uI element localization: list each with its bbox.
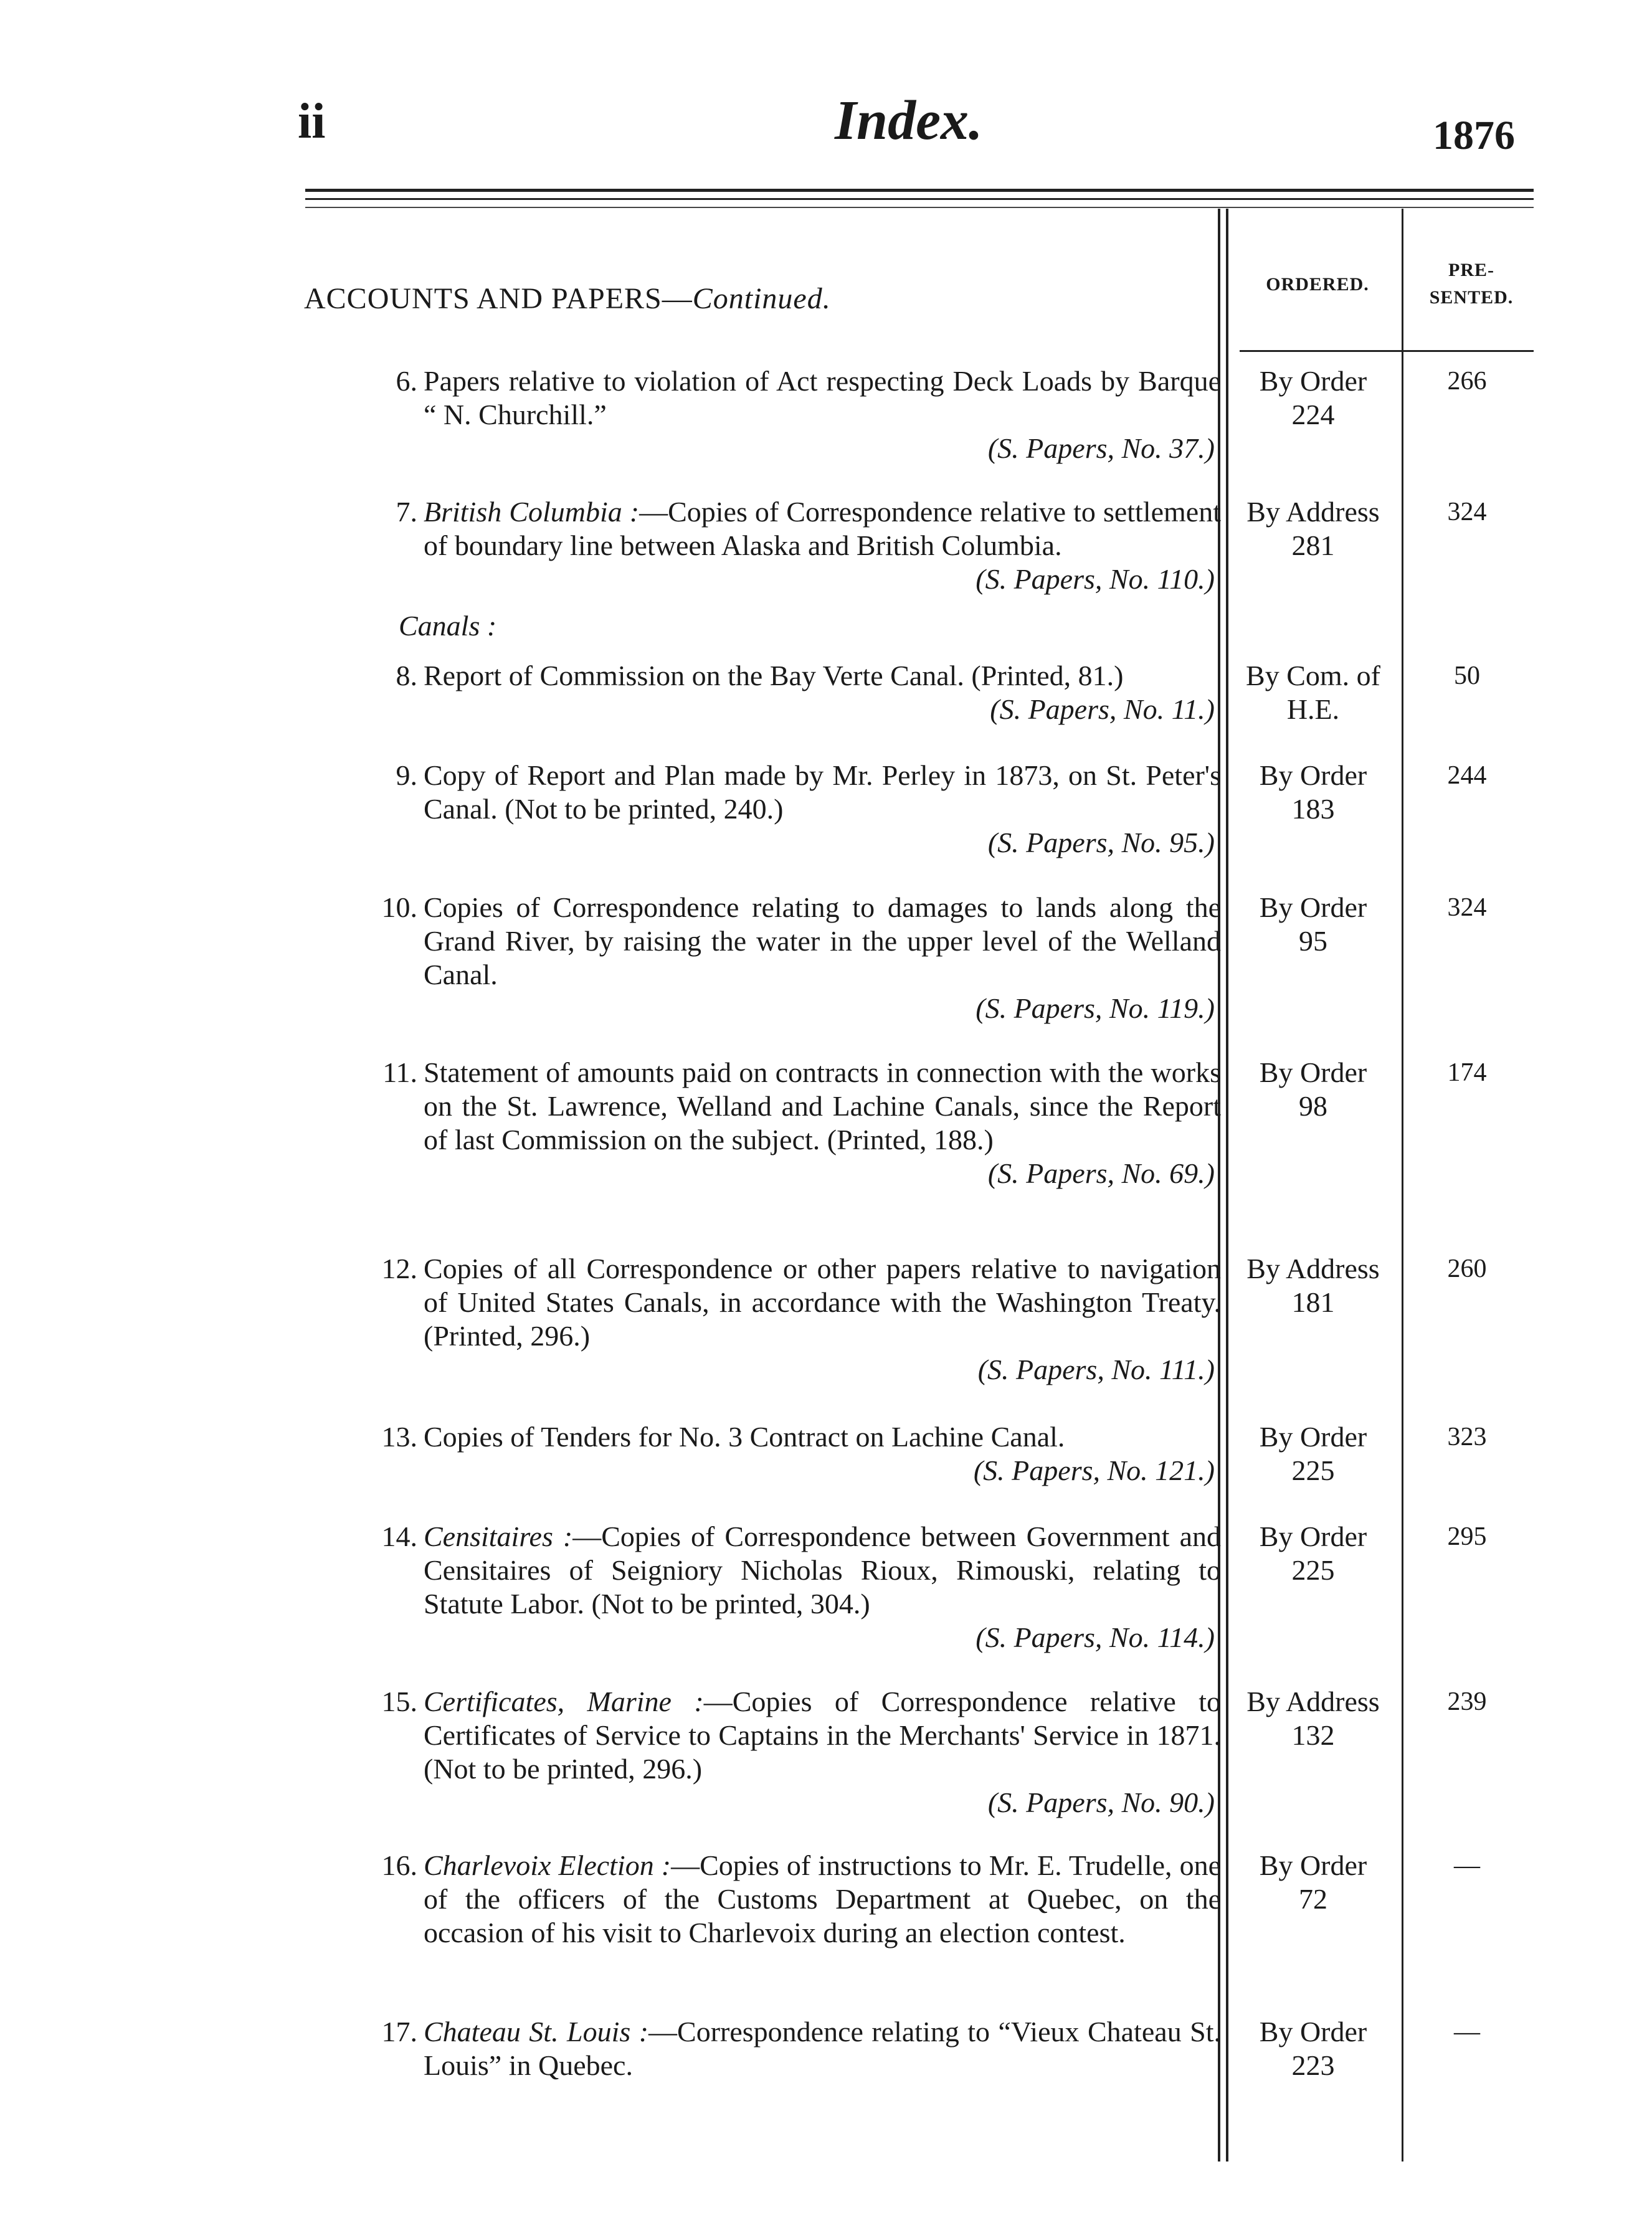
entry-description: Report of Commission on the Bay Verte Canal. (Printed, 81.) [424,660,1124,691]
entry-number: 13. [381,1421,417,1453]
entry-ordered [1232,891,1394,958]
header-rule-thin [305,207,1534,208]
entry-sessional-paper-ref: (S. Papers, No. 110.) [976,563,1215,595]
entry-ordered-by: By Order [1259,1056,1367,1088]
column-head-presented-line1: PRE- [1448,260,1494,280]
entry-ordered-number: 225 [1291,1554,1335,1586]
entry-presented: 174 [1447,1058,1487,1087]
list-item [349,495,1221,596]
column-head-presented-line2: SENTED. [1429,287,1514,308]
entry-ordered-number: 224 [1291,399,1335,430]
entry-ordered-number: H.E. [1286,693,1340,725]
entry-ordered [1232,1056,1394,1123]
entry-ordered-by: By Order [1259,365,1367,397]
entry-ordered [1232,2015,1394,2082]
entry-number: 10. [381,891,417,923]
entry-ordered-number: 225 [1291,1454,1335,1486]
entry-presented: 50 [1454,662,1480,690]
entry-number: 16. [381,1849,417,1881]
entry-ordered-by: By Order [1259,2016,1367,2048]
entry-text [424,495,1221,562]
entry-lead: British Columbia : [424,496,640,528]
entry-ordered-number: 72 [1299,1883,1327,1915]
entry-ordered-by: By Order [1259,891,1367,923]
list-item [349,759,1221,860]
entry-sessional-paper-ref: (S. Papers, No. 121.) [973,1454,1215,1486]
entry-ordered [1232,1520,1394,1587]
entry-ordered-number: 95 [1299,925,1327,957]
list-item [349,1420,1221,1488]
header-rule-double [305,198,1534,200]
section-title-continued: Continued. [692,282,831,315]
entry-ordered [1232,1685,1394,1752]
entry-ordered-by: By Address [1246,496,1380,528]
entry-description: —Copies of Correspondence between Government and Censitaires of Seigniory Nicholas Rioux, Rimouski, relating to Statute Labor. (Not to be printed, 304.) [424,1521,1222,1620]
entry-ordered [1232,1252,1394,1319]
entry-text [424,1252,1221,1353]
entry-number: 8. [396,660,417,691]
entry-lead: Censitaires : [424,1521,573,1552]
entry-text [424,1420,1221,1454]
entry-number: 6. [396,365,417,397]
entry-sessional-paper-ref: (S. Papers, No. 11.) [990,693,1215,725]
entry-description: Copies of Correspondence relating to damages to lands along the Grand River, by raising the water in the upper level of the Welland Canal. [424,891,1221,990]
entry-presented: 324 [1447,498,1487,526]
entry-text [424,1849,1221,1950]
entry-ordered-by: By Order [1259,759,1367,791]
entry-presented: 266 [1447,367,1487,396]
entry-ordered-by: By Address [1246,1253,1380,1284]
page-number: ii [298,94,326,149]
entry-ordered-number: 132 [1291,1719,1335,1751]
column-head-presented [1409,257,1534,311]
entry-ordered-by: By Order [1259,1521,1367,1552]
entry-presented: 323 [1447,1423,1487,1451]
column-divider-main-double [1226,209,1228,2161]
entry-description: —Copies of instructions to Mr. E. Trudelle, one of the officers of the Customs Department at Quebec, on the occasion of his visit to Charlevoix during an election contest. [424,1849,1221,1948]
entry-ordered [1232,495,1394,562]
entry-description: Copy of Report and Plan made by Mr. Perley in 1873, on St. Peter's Canal. (Not to be printed, 240.) [424,759,1221,825]
entry-presented: — [1454,2018,1480,2046]
list-item [349,1056,1221,1190]
entry-description: Papers relative to violation of Act respecting Deck Loads by Barque “ N. Churchill.” [424,365,1221,430]
entry-ordered-by: By Address [1246,1686,1380,1717]
entry-lead: Chateau St. Louis : [424,2016,649,2048]
column-head-rule [1240,350,1534,352]
entry-ordered-by: By Order [1259,1849,1367,1881]
page-title: Index. [835,90,983,151]
list-item [349,891,1221,1025]
list-item [349,1520,1221,1654]
entry-sessional-paper-ref: (S. Papers, No. 119.) [976,992,1215,1024]
entry-description: —Copies of Correspondence relative to settlement of boundary line between Alaska and British Columbia. [424,496,1221,561]
entry-text [424,364,1221,432]
entry-ordered [1232,1420,1394,1488]
entry-presented: 244 [1447,761,1487,790]
entry-sessional-paper-ref: (S. Papers, No. 90.) [987,1787,1215,1818]
list-item [349,2015,1221,2082]
entry-ordered-number: 98 [1299,1090,1327,1122]
entry-text [424,1685,1221,1786]
entry-ordered-number: 223 [1291,2049,1335,2081]
entry-presented: — [1454,1851,1480,1880]
entry-text [424,1056,1221,1157]
entry-text [424,1520,1221,1621]
entry-ordered-number: 181 [1291,1286,1335,1318]
entry-lead: Charlevoix Election : [424,1849,672,1881]
entry-description: —Correspondence relating to “Vieux Chateau St. Louis” in Quebec. [424,2016,1221,2081]
entry-ordered-number: 281 [1291,529,1335,561]
entry-text [424,759,1221,826]
entry-presented: 295 [1447,1522,1487,1551]
entry-number: 15. [381,1686,417,1717]
entry-number: 7. [396,496,417,528]
entry-ordered-by: By Order [1259,1421,1367,1453]
entry-number: 11. [382,1056,417,1088]
entry-sessional-paper-ref: (S. Papers, No. 69.) [987,1157,1215,1189]
section-title-main: ACCOUNTS AND PAPERS— [304,282,693,315]
list-item [349,364,1221,465]
entry-description: Copies of all Correspondence or other papers relative to navigation of United States Canals, in accordance with the Washington Treaty. (Printed, 296.) [424,1253,1221,1352]
column-head-ordered: ORDERED. [1266,274,1369,295]
entry-number: 14. [381,1521,417,1552]
entry-text [424,659,1221,693]
list-item [349,1252,1221,1387]
entry-number: 12. [381,1253,417,1284]
entry-description: Copies of Tenders for No. 3 Contract on Lachine Canal. [424,1421,1065,1453]
entry-ordered [1232,759,1394,826]
list-item [349,1849,1221,1950]
list-item [349,1685,1221,1820]
entry-number: 9. [396,759,417,791]
entry-presented: 324 [1447,893,1487,922]
entry-lead: Certificates, Marine : [424,1686,704,1717]
entry-ordered [1232,1849,1394,1916]
entry-presented: 260 [1447,1255,1487,1283]
entry-sessional-paper-ref: (S. Papers, No. 111.) [977,1354,1215,1385]
entry-number: 17. [381,2016,417,2048]
entry-sessional-paper-ref: (S. Papers, No. 95.) [987,827,1215,858]
entry-text [424,891,1221,992]
entry-description: Statement of amounts paid on contracts in connection with the works on the St. Lawrence, Welland and Lachine Canals, since the Report of last Commission on the subject. (Printed, 188.) [424,1056,1221,1155]
entry-presented: 239 [1447,1687,1487,1716]
entry-ordered [1232,364,1394,432]
entry-ordered [1232,659,1394,726]
entry-ordered-number: 183 [1291,793,1335,825]
entry-ordered-by: By Com. of [1246,660,1380,691]
year: 1876 [1433,113,1515,158]
entry-sessional-paper-ref: (S. Papers, No. 37.) [987,432,1215,464]
entry-description: —Copies of Correspondence relative to Certificates of Service to Captains in the Merchants' Service in 1871. (Not to be printed, 296.) [424,1686,1221,1785]
header-rule [305,189,1534,192]
entry-sessional-paper-ref: (S. Papers, No. 114.) [976,1621,1215,1653]
list-item [349,659,1221,726]
entry-text [424,2015,1221,2082]
section-title [304,282,831,316]
subheading-canals: Canals : [399,610,497,642]
